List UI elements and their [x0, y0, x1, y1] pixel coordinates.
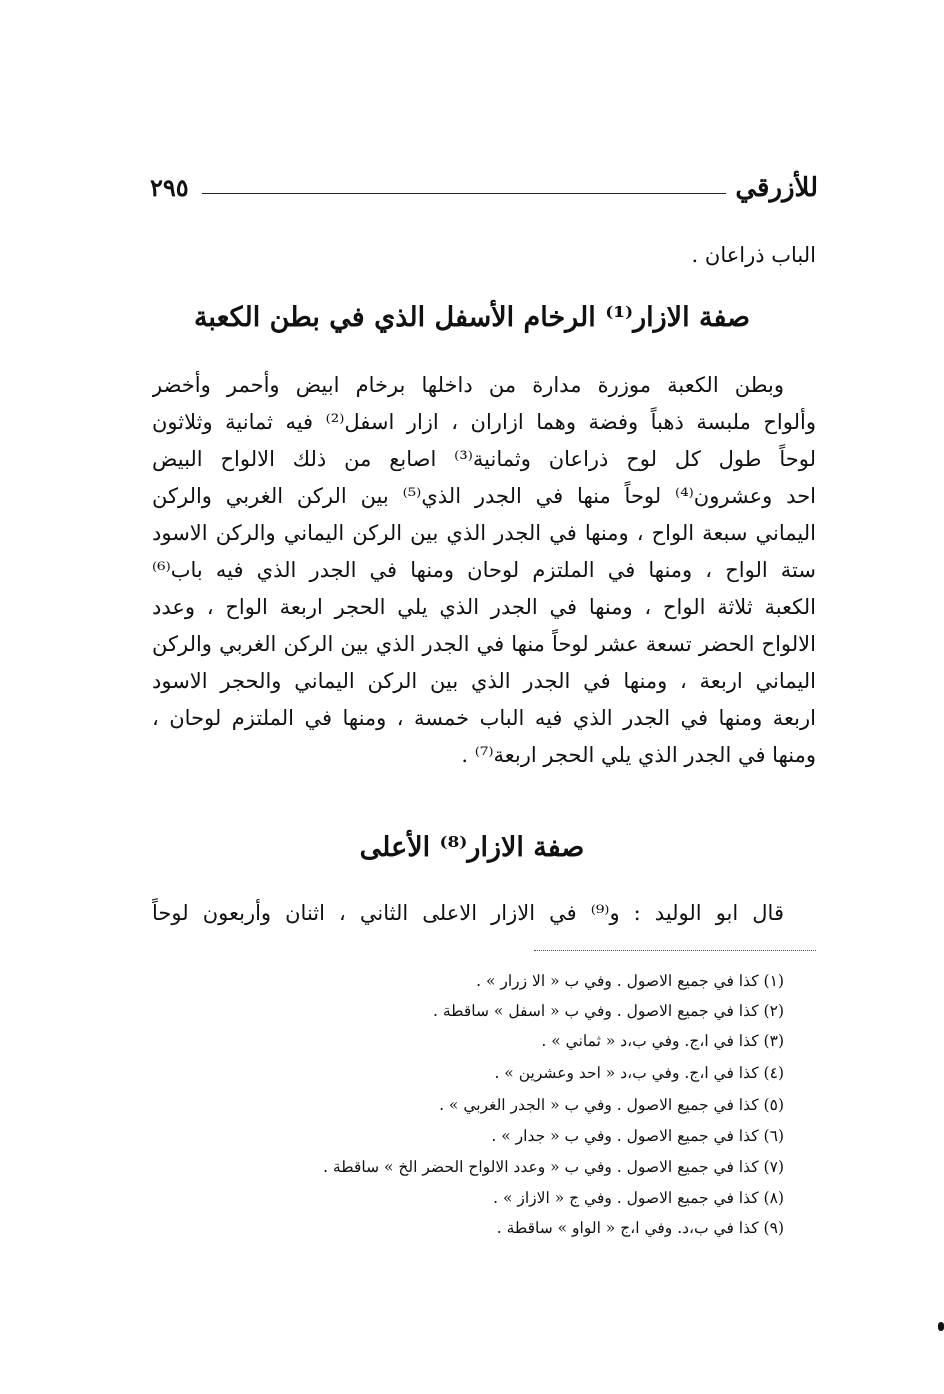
- footnote-5: (٥) كذا في جميع الاصول . وفي ب « الجدر الغربي » .: [439, 1096, 784, 1114]
- paragraph-line: اليماني سبعة الواح ، ومنها في الجدر الذي بين الركن اليماني والركن الاسود: [152, 521, 816, 545]
- page-number: ٢٩٥: [150, 173, 189, 202]
- footnote-2: (٢) كذا في جميع الاصول . وفي ب « اسفل » ساقطة .: [432, 1002, 784, 1020]
- margin-ink-mark: [938, 1322, 944, 1331]
- paragraph-line: ستة الواح ، ومنها في الملتزم لوحان ومنها في الجدر الذي فيه باب⁽⁶⁾: [152, 558, 816, 582]
- footnote-1: (١) كذا في جميع الاصول . وفي ب « الا زرار » .: [476, 972, 784, 990]
- paragraph-line: الالواح الحضر تسعة عشر لوحاً منها في الجدر الذي بين الركن الغربي والركن: [152, 632, 816, 656]
- paragraph-line: اربعة ومنها في الجدر الذي فيه الباب خمسة ، ومنها في الملتزم لوحان ،: [152, 706, 816, 730]
- paragraph-line: اليماني اربعة ، ومنها في الجدر الذي بين الركن اليماني والحجر الاسود: [152, 669, 816, 693]
- paragraph-line: ومنها في الجدر الذي يلي الحجر اربعة⁽⁷⁾ .: [461, 743, 816, 767]
- paragraph-line: لوحاً طول كل لوح ذراعان وثمانية⁽³⁾ اصابع من ذلك الالواح البيض: [152, 447, 816, 471]
- section-heading-lower-marble: صفة الازار⁽¹⁾ الرخام الأسفل الذي في بطن الكعبة: [193, 302, 751, 333]
- footnote-4: (٤) كذا في ا،ج. وفي ب،د « احد وعشرين » .: [494, 1064, 784, 1082]
- intro-line: الباب ذراعان .: [691, 243, 816, 267]
- page-header: [150, 168, 818, 208]
- paragraph-line: قال ابو الوليد : و⁽⁹⁾ في الازار الاعلى الثاني ، اثنان وأربعون لوحاً: [152, 901, 784, 925]
- paragraph-line: احد وعشرون⁽⁴⁾ لوحاً منها في الجدر الذي⁽⁵⁾ بين الركن الغربي والركن: [152, 484, 816, 508]
- paragraph-line: وبطن الكعبة موزرة مدارة من داخلها برخام ابيض وأحمر وأخضر: [152, 373, 784, 397]
- footnote-9: (٩) كذا في ب،د. وفي ا،ج « الواو » ساقطة .: [496, 1219, 784, 1237]
- footnote-7: (٧) كذا في جميع الاصول . وفي ب « وعدد الالواح الحضر الخ » ساقطة .: [323, 1158, 784, 1176]
- footnote-8: (٨) كذا في جميع الاصول . وفي ج « الازاز » .: [493, 1189, 784, 1207]
- paragraph-line: وألواح ملبسة ذهباً وفضة وهما ازاران ، ازار اسفل⁽²⁾ فيه ثمانية وثلاثون: [152, 410, 816, 434]
- running-title: للأزرقي: [735, 173, 818, 203]
- footnote-3: (٣) كذا في ا،ج. وفي ب،د « ثماني » .: [541, 1032, 784, 1050]
- footnote-separator: [534, 950, 816, 951]
- section-heading-upper: صفة الازار⁽⁸⁾ الأعلى: [359, 832, 585, 863]
- footnote-6: (٦) كذا في جميع الاصول . وفي ب « جدار » .: [491, 1127, 784, 1145]
- paragraph-line: الكعبة ثلاثة الواح ، ومنها في الجدر الذي يلي الحجر اربعة الواح ، وعدد: [152, 595, 816, 619]
- header-rule: [202, 193, 726, 194]
